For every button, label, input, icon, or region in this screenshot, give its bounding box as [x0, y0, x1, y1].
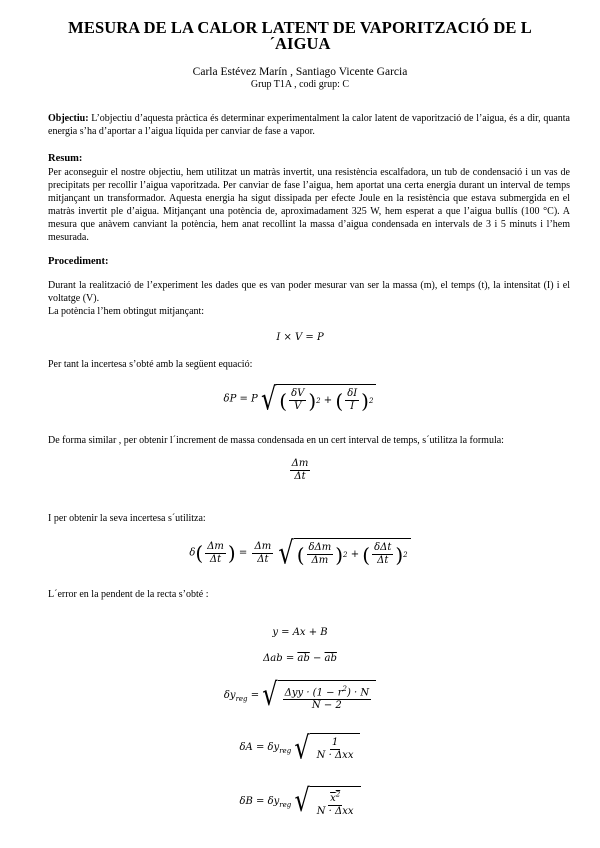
power-text: La potència l’hem obtingut mitjançant: — [48, 306, 205, 317]
dab-lhs: Δab = — [263, 653, 298, 664]
authors: Carla Estévez Marín , Santiago Vicente Garcia — [192, 66, 408, 78]
procedure-intro: Durant la realització de l’experiment les dades que es van poder mesurar van ser la massa (m), el temps (t), la intensitat (I) i el voltatge (V). — [48, 280, 570, 304]
mass-increment-text: De forma similar , per obtenir l´increment de massa condensada en un cert interval de temps, s´utilitza la formula: — [48, 435, 504, 446]
power-equation: I × V = P — [276, 332, 324, 343]
group-code: Grup T1A , codi grup: C — [250, 79, 350, 90]
n-dxx-b: N · Δxx — [316, 806, 354, 818]
power-uncertainty-equation: δP = P √ ( $\frac{\delta V}{V}$ ) 2 + ( $\frac{\delta I}{I}$ ) 2 — [0, 384, 600, 414]
objective-label: Objectiu: — [48, 113, 89, 124]
n-minus-2: N − 2 — [311, 700, 342, 712]
mass-rate-uncertainty-equation: δ( $\frac{\Delta m}{\Delta t}$ ) = $\frac{\Delta m}{\Delta t}$ √ ( $\frac{\text{δΔm}}{\Delta m}$ ) 2 + ( $\frac{\text{δΔt}}{\Delta t}$ ) 2 — [0, 538, 600, 568]
document-title: MESURA DE LA CALOR LATENT DE VAPORITZACIÓ DE L´AIGUA — [68, 18, 532, 53]
slope-uncertainty-equation: $\delta A = \delta y_{reg}$ √ $\frac{1}{\text{N · Δxx}}$ — [0, 733, 600, 763]
uncertainty-text: Per tant la incertesa s’obté amb la següent equació: — [48, 359, 253, 370]
procedure-heading: Procediment: — [48, 256, 109, 267]
summary-text: Per aconseguir el nostre objectiu, hem utilitzat un matràs invertit, una resistència escalfadora, un tub de condensació i un vas de precipitats per recollir l’aigua vaporitzada. Per canviar de fase l’aigua, hem aportat una certa energia durant un interval de temps mitjançant un transformador. Aquesta energia ha sigut dissipada per efecte Joule en la resistència que estava submergida en el matràs invertit ple d’aigua. Mitjançant una potència de, aproximadament 325 W, hem esperat a que l’aigua bullís (100 °C). A mesura que anàvem canviant la potència, hem anat recollint la massa d’aigua condensada en intervals de 3 i 5 minuts i l’hem mesurada. — [48, 167, 570, 243]
mass-rate-fraction: $\frac{\Delta m}{\Delta t}$ — [291, 458, 309, 482]
regression-uncertainty-equation: $\delta y_{reg}$ = √ $\frac{\Delta yy \cdot (1 - r^2) \cdot N}{N - 2}$ — [0, 680, 600, 712]
objective-paragraph — [48, 112, 570, 138]
objective-text: L’objectiu d’aquesta pràctica és determinar experimentalment la calor latent de vaporització de l’aigua, és a dir, quanta energia s’ha d’aportar a l’aigua líquida per canviar de fase a vapor. — [48, 113, 570, 137]
slope-error-text: L´error en la pendent de la recta s’obté : — [48, 589, 209, 600]
intercept-uncertainty-equation: $\delta B = \delta y_{reg}$ √ $\frac{x^2}{\text{N · Δxx}}$ — [0, 786, 600, 818]
line-equation: y = Ax + B — [272, 627, 328, 638]
mass-uncertainty-text: I per obtenir la seva incertesa s´utilitza: — [48, 513, 206, 524]
n-dxx-a: N · Δxx — [316, 750, 354, 761]
numerator-one: 1 — [331, 737, 339, 748]
dab-equation: $\Delta ab = \overline{ab} - \overline{a}\overline{b}$ — [263, 653, 337, 664]
summary-heading: Resum: — [48, 153, 83, 164]
